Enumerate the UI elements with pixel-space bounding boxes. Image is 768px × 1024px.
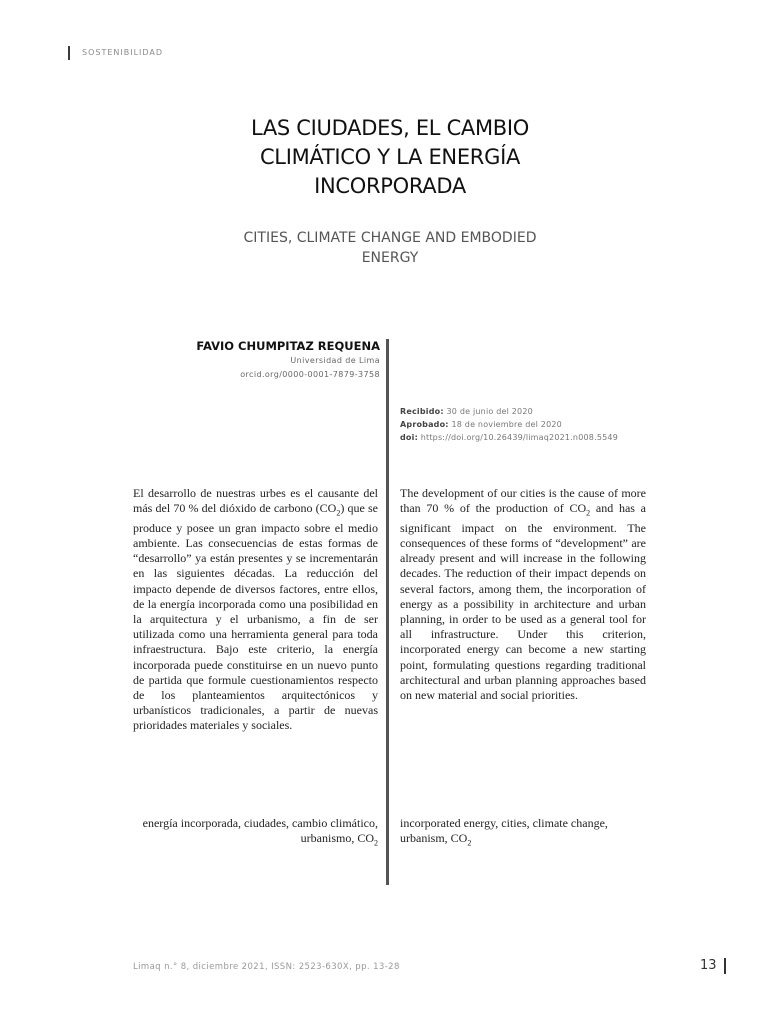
article-title — [180, 114, 600, 201]
title-line-3: INCORPORADA — [314, 174, 466, 198]
footer-citation: Limaq n.° 8, diciembre 2021, ISSN: 2523-630X, pp. 13-28 — [133, 962, 400, 972]
author-orcid-link[interactable]: orcid.org/0000-0001-7879-3758 — [240, 370, 380, 379]
doi: doi: https://doi.org/10.26439/limaq2021.n008.5549 — [400, 433, 618, 442]
column-divider — [386, 339, 389, 885]
doi-link[interactable]: https://doi.org/10.26439/limaq2021.n008.5549 — [420, 433, 618, 442]
article-subtitle — [200, 228, 580, 268]
received-date: Recibido: 30 de junio del 2020 — [400, 407, 533, 416]
title-line-2: CLIMÁTICO Y LA ENERGÍA — [259, 145, 521, 169]
page-number: 13 — [700, 958, 717, 973]
section-label: SOSTENIBILIDAD — [82, 48, 164, 57]
article-meta — [400, 405, 618, 444]
abstract-spanish: El desarrollo de nuestras urbes es el causante del más del 70 % del dióxido de carbono $(CO_2)$ que se produce y posee un gran impacto sobre el medio ambiente. Las consecuencias de estas formas de “desarrollo” ya están presentes y se incrementarán en las siguientes décadas. La reducción del impacto depende de diversos factores, entre ellos, de la energía incorporada como una posibilidad en la arquitectura y el urbanismo, a fin de ser utilizada como una herramienta general para toda infraestructura. Bajo este criterio, la energía incorporada puede constituirse en un nuevo punto de partida que formule cuestionamientos respecto de los planteamientos arquitectónicos y urbanísticos tradicionales, a partir de nuevas prioridades materiales y sociales. — [133, 486, 378, 733]
author-affiliation: Universidad de Lima — [290, 356, 380, 365]
author-block — [140, 339, 380, 381]
title-line-1: LAS CIUDADES, EL CAMBIO — [250, 116, 530, 140]
page-number-bar — [724, 958, 726, 974]
approved-date: Aprobado: 18 de noviembre del 2020 — [400, 420, 562, 429]
section-marker-bar — [68, 46, 70, 60]
keywords-spanish: energía incorporada, ciudades, cambio climático, urbanismo, $CO_2$ — [142, 816, 378, 848]
subtitle-line-2: ENERGY — [361, 250, 419, 266]
subtitle-line-1: CITIES, CLIMATE CHANGE AND EMBODIED — [243, 230, 537, 246]
author-name: FAVIO CHUMPITAZ REQUENA — [196, 339, 380, 353]
keywords-english: incorporated energy, cities, climate change, urbanism, $CO_2$ — [400, 816, 608, 848]
abstract-english: The development of our cities is the cause of more than 70 % of the production of $CO_2$ and has a significant impact on the environment. The consequences of these forms of “development” are already present and will increase in the following decades. The reduction of their impact depends on several factors, among them, the incorporation of energy as a possibility in architecture and urban planning, in order to be used as a general tool for all infrastructure. Under this criterion, incorporated energy can become a new starting point, formulating questions regarding traditional architectural and urban planning approaches based on new material and social priorities. — [400, 486, 647, 703]
